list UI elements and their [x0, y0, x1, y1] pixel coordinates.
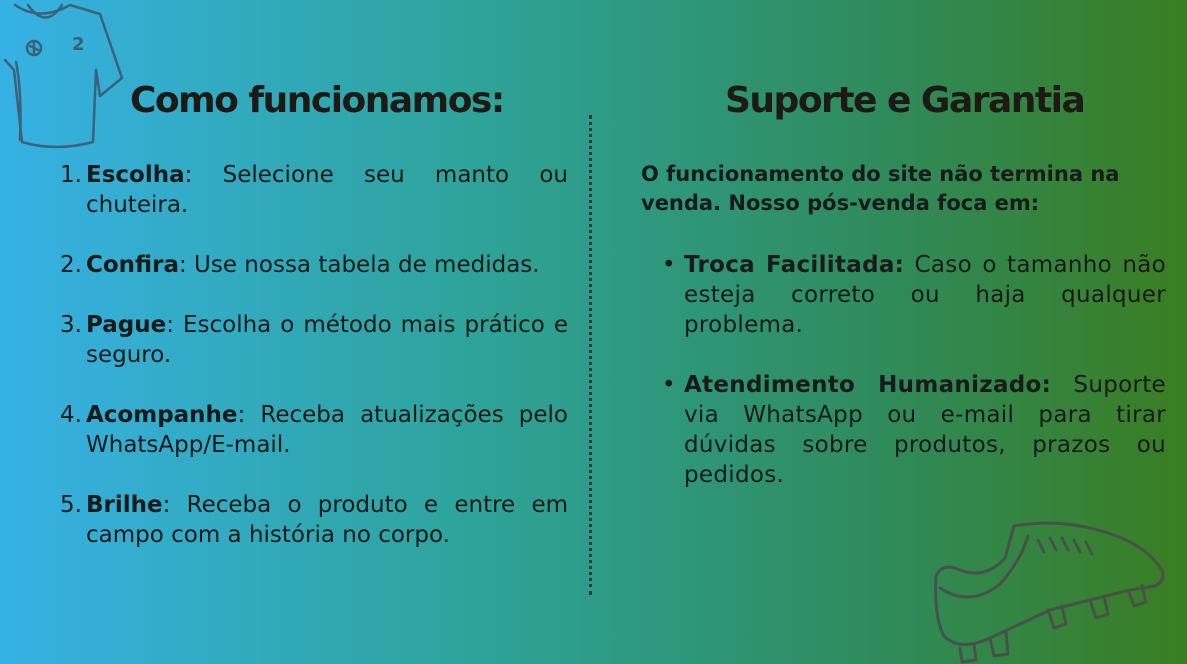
step-text: : Use nossa tabela de medidas.	[178, 252, 540, 278]
bullet-text: Caso o tamanho não esteja correto ou haja qualquer problema.	[684, 252, 1166, 338]
bullet-dot: •	[662, 372, 676, 398]
bullet-title: Atendimento Humanizado:	[684, 372, 1052, 398]
step-title: Acompanhe	[86, 402, 238, 428]
list-item	[60, 250, 568, 280]
step-text: : Receba o produto e entre em campo com a história no corpo.	[86, 492, 568, 548]
step-title: Pague	[86, 312, 167, 338]
bullet-title: Troca Facilitada:	[684, 252, 905, 278]
section-title-how-we-work: Como funcionamos:	[130, 80, 504, 121]
support-intro: O funcionamento do site não termina na venda. Nosso pós-venda foca em:	[641, 162, 1120, 215]
list-item	[60, 490, 568, 550]
list-item	[60, 400, 568, 460]
bullet-dot: •	[662, 252, 676, 278]
list-item	[662, 250, 1166, 340]
step-title: Brilhe	[86, 492, 163, 518]
list-item	[60, 160, 568, 220]
list-item	[60, 310, 568, 370]
jersey-icon	[0, 0, 130, 155]
step-number: 2.	[60, 252, 82, 278]
steps-list	[60, 160, 568, 580]
column-divider	[589, 115, 592, 595]
step-number: 5.	[60, 492, 82, 518]
support-list	[662, 250, 1166, 520]
list-item	[662, 370, 1166, 490]
step-title: Escolha	[86, 162, 185, 188]
bullet-text: Suporte via WhatsApp ou e-mail para tirar dúvidas sobre produtos, prazos ou pedidos.	[684, 372, 1166, 488]
jersey-number: 2	[72, 34, 85, 55]
step-text: : Escolha o método mais prático e seguro.	[86, 312, 568, 368]
step-text: : Receba atualizações pelo WhatsApp/E-mail.	[86, 402, 568, 458]
section-title-support: Suporte e Garantia	[725, 80, 1085, 121]
step-title: Confira	[86, 252, 179, 278]
step-text: : Selecione seu manto ou chuteira.	[86, 162, 568, 218]
step-number: 1.	[60, 162, 82, 188]
football-boot-icon	[930, 518, 1170, 664]
step-number: 4.	[60, 402, 82, 428]
step-number: 3.	[60, 312, 82, 338]
